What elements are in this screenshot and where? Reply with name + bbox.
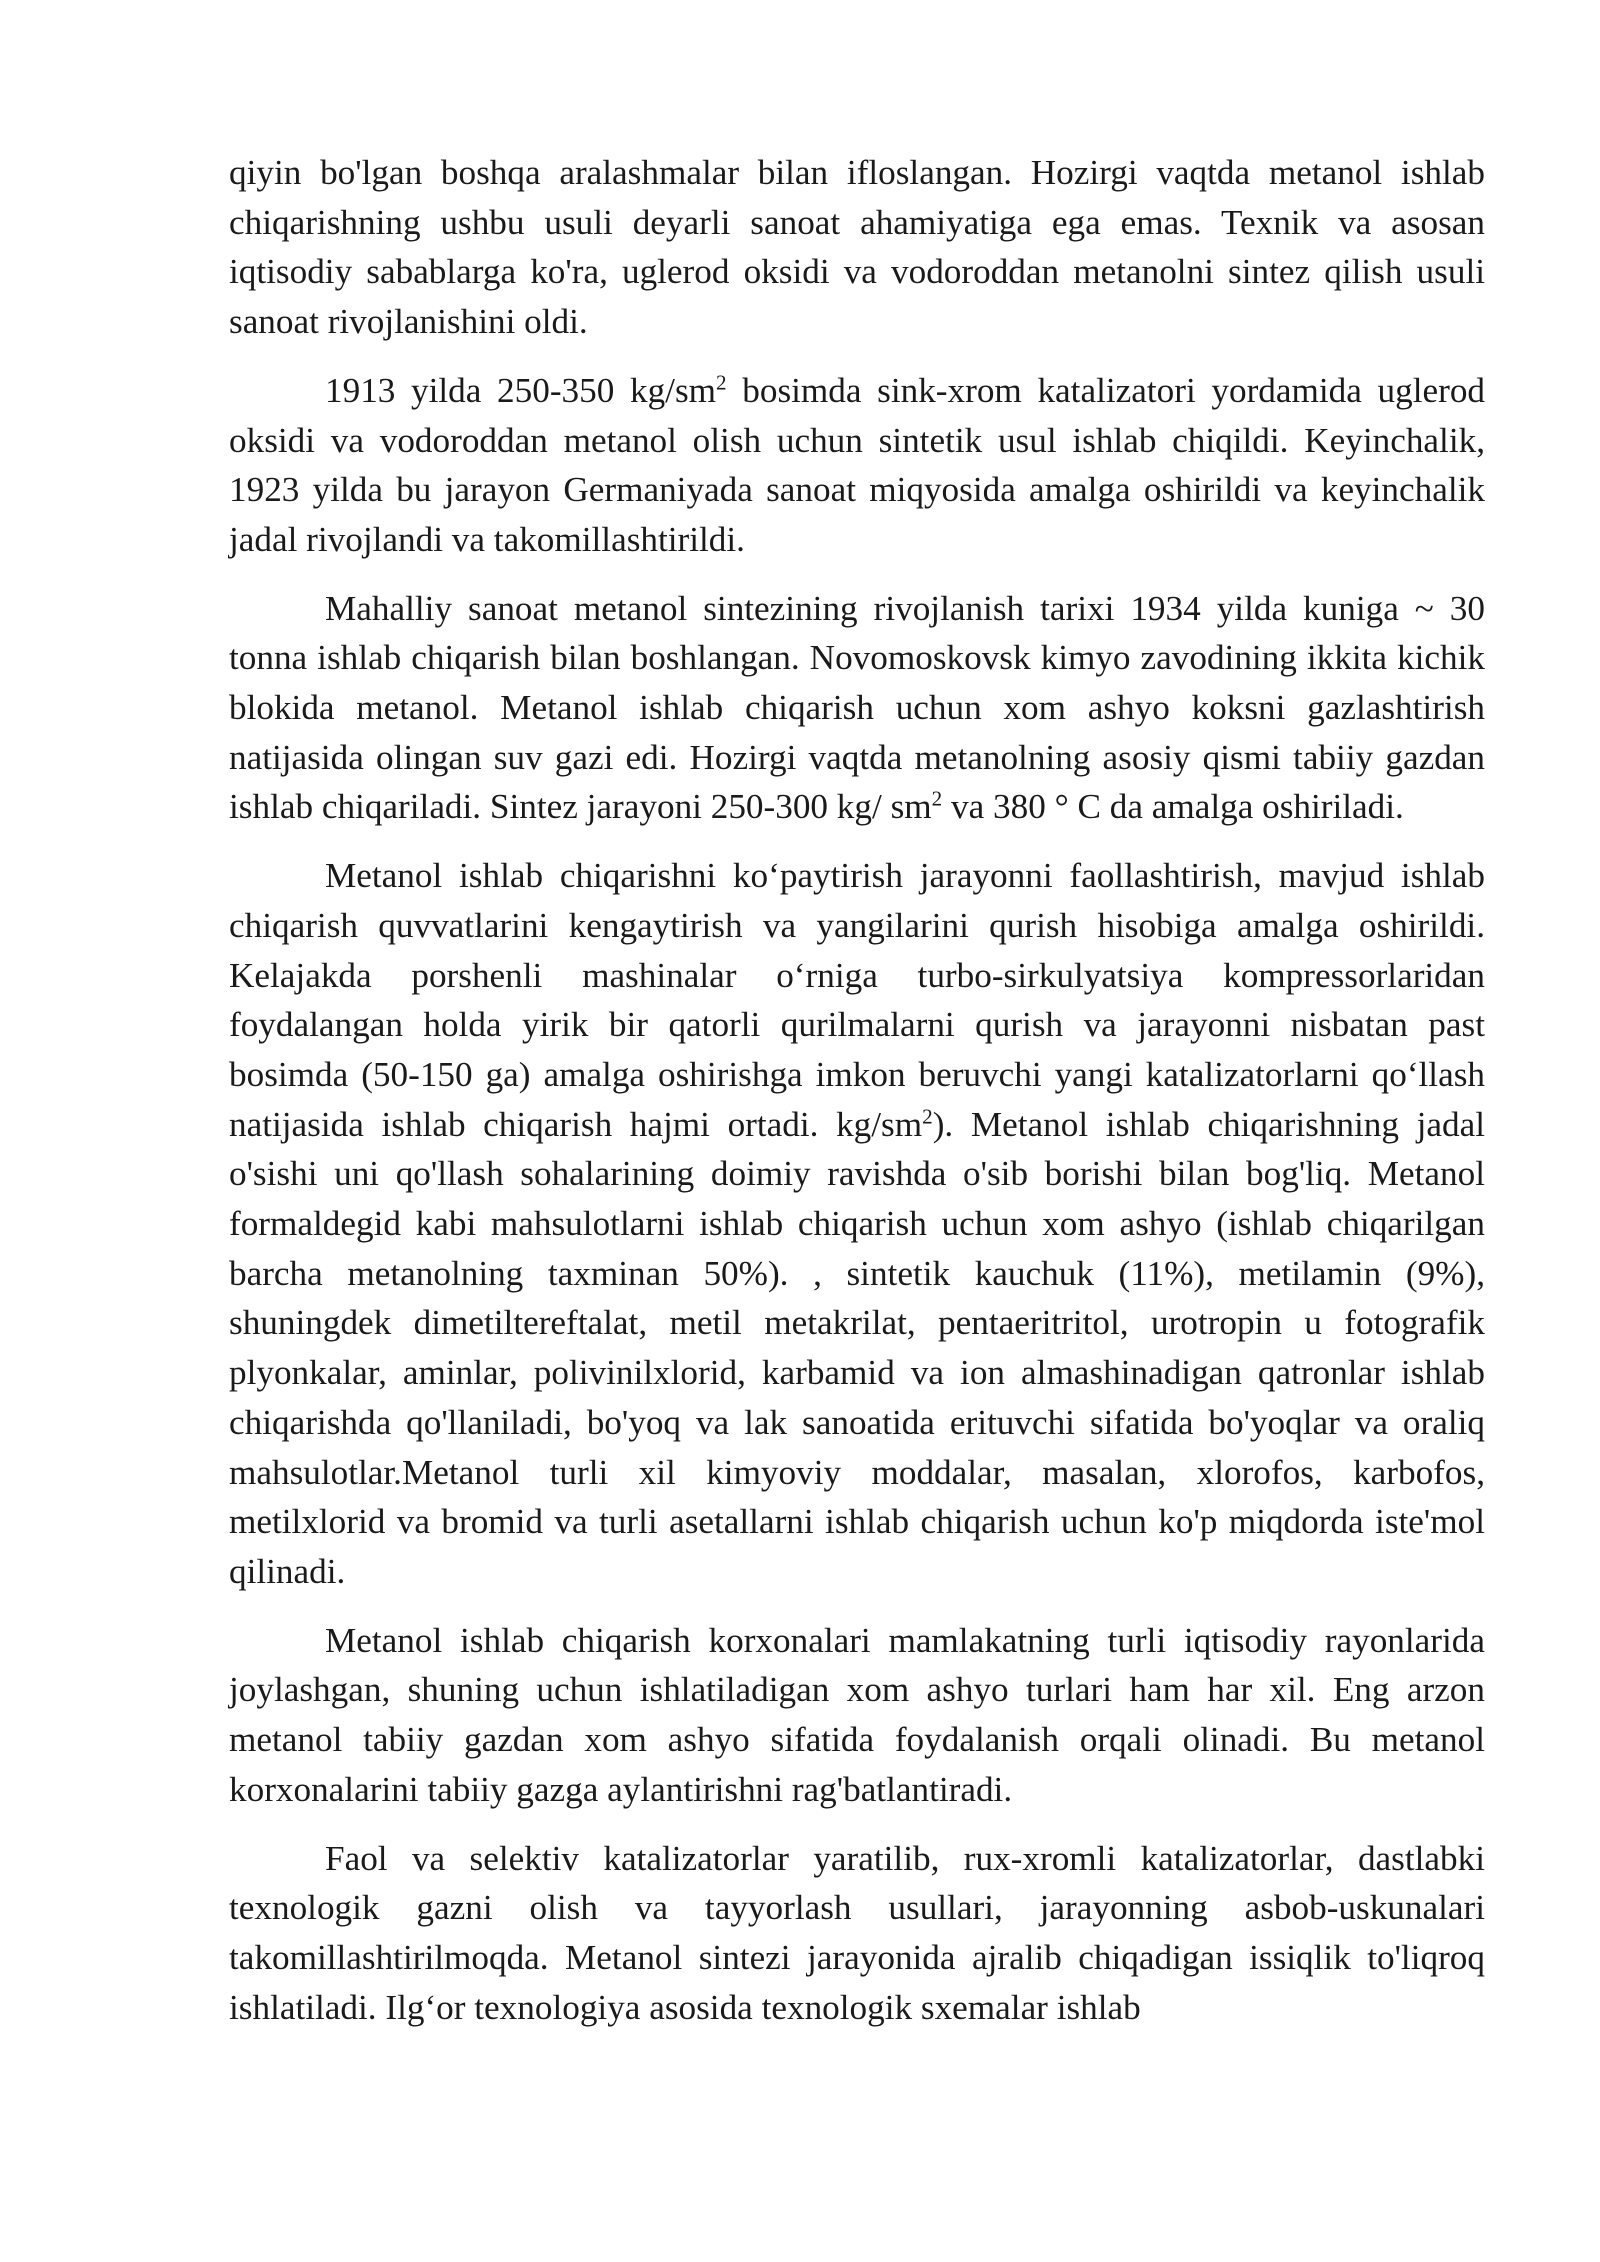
paragraph [229,1616,1485,1815]
paragraph-text: qiyin bo'lgan boshqa aralashmalar bilan ifloslangan. Hozirgi vaqtda metanol ishlab chiqarishning ushbu usuli deyarli sanoat ahamiyatiga ega emas. Texnik va asosan iqtisodiy sabablarga ko'ra, uglerod oksidi va vodoroddan metanolni sintez qilish usuli sanoat rivojlanishini oldi. [229,153,1485,342]
paragraph [229,1834,1485,2033]
paragraph [229,148,1485,347]
paragraph-text: Mahalliy sanoat metanol sintezining rivojlanish tarixi 1934 yilda kuniga ~ 30 tonna ishlab chiqarish bilan boshlangan. Novomoskovsk kimyo zavodining ikkita kichik blokida metanol. Metanol ishlab chiqarish uchun xom ashyo koksni gazlashtirish natijasida olingan suv gazi edi. Hozirgi vaqtda metanolning asosiy qismi tabiiy gazdan ishlab chiqariladi. Sintez jarayoni 250-300 kg/ sm [229,588,1485,827]
body-text [229,148,1485,2051]
paragraph [229,366,1485,565]
paragraph-text: va 380 ° C da amalga oshiriladi. [942,787,1404,827]
superscript: 2 [922,1103,933,1128]
paragraph [229,584,1485,833]
paragraph [229,851,1485,1597]
superscript: 2 [931,786,943,811]
paragraph-text: Metanol ishlab chiqarish korxonalari mamlakatning turli iqtisodiy rayonlarida joylashgan, shuning uchun ishlatiladigan xom ashyo turlari ham har xil. Eng arzon metanol tabiiy gazdan xom ashyo sifatida foydalanish orqali olinadi. Bu metanol korxonalarini tabiiy gazga aylantirishni rag'batlantiradi. [229,1620,1485,1809]
paragraph-text: ). Metanol ishlab chiqarishning jadal o'sishi uni qo'llash sohalarining doimiy ravishda o'sib borishi bilan bog'liq. Metanol formaldegid kabi mahsulotlarni ishlab chiqarish uchun xom ashyo (ishlab chiqarilgan barcha metanolning taxminan 50%). , sintetik kauchuk (11%), metilamin (9%), shuningdek dimetiltereftalat, metil metakrilat, pentaeritritol, urotropin u fotografik plyonkalar, aminlar, polivinilxlorid, karbamid va ion almashinadigan qatronlar ishlab chiqarishda qo'llaniladi, bo'yoq va lak sanoatida erituvchi sifatida bo'yoqlar va oraliq mahsulotlar.Metanol turli xil kimyoviy moddalar, masalan, xlorofos, karbofos, metilxlorid va bromid va turli asetallarni ishlab chiqarish uchun ko'p miqdorda iste'mol qilinadi. [229,1104,1486,1591]
paragraph-text: Faol va selektiv katalizatorlar yaratilib, rux-xromli katalizatorlar, dastlabki texnologik gazni olish va tayyorlash usullari, jarayonning asbob-uskunalari takomillashtirilmoqda. Metanol sintezi jarayonida ajralib chiqadigan issiqlik to'liqroq ishlatiladi. Ilg‘or texnologiya asosida texnologik sxemalar ishlab [229,1838,1485,2027]
paragraph-text: bosimda sink-xrom katalizatori yordamida uglerod oksidi va vodoroddan metanol olish uchun sintetik usul ishlab chiqildi. Keyinchalik, 1923 yilda bu jarayon Germaniyada sanoat miqyosida amalga oshirildi va keyinchalik jadal rivojlandi va takomillashtirildi. [229,370,1486,559]
superscript: 2 [716,370,727,395]
paragraph-text: Metanol ishlab chiqarishni ko‘paytirish jarayonni faollashtirish, mavjud ishlab chiqarish quvvatlarini kengaytirish va yangilarini qurish hisobiga amalga oshirildi. Kelajakda porshenli mashinalar o‘rniga turbo-sirkulyatsiya kompressorlaridan foydalangan holda yirik bir qatorli qurilmalarni qurish va jarayonni nisbatan past bosimda (50-150 ga) amalga oshirishga imkon beruvchi yangi katalizatorlarni qo‘llash natijasida ishlab chiqarish hajmi ortadi. kg/sm [229,856,1485,1144]
paragraph-text: 1913 yilda 250-350 kg/sm [325,370,717,410]
